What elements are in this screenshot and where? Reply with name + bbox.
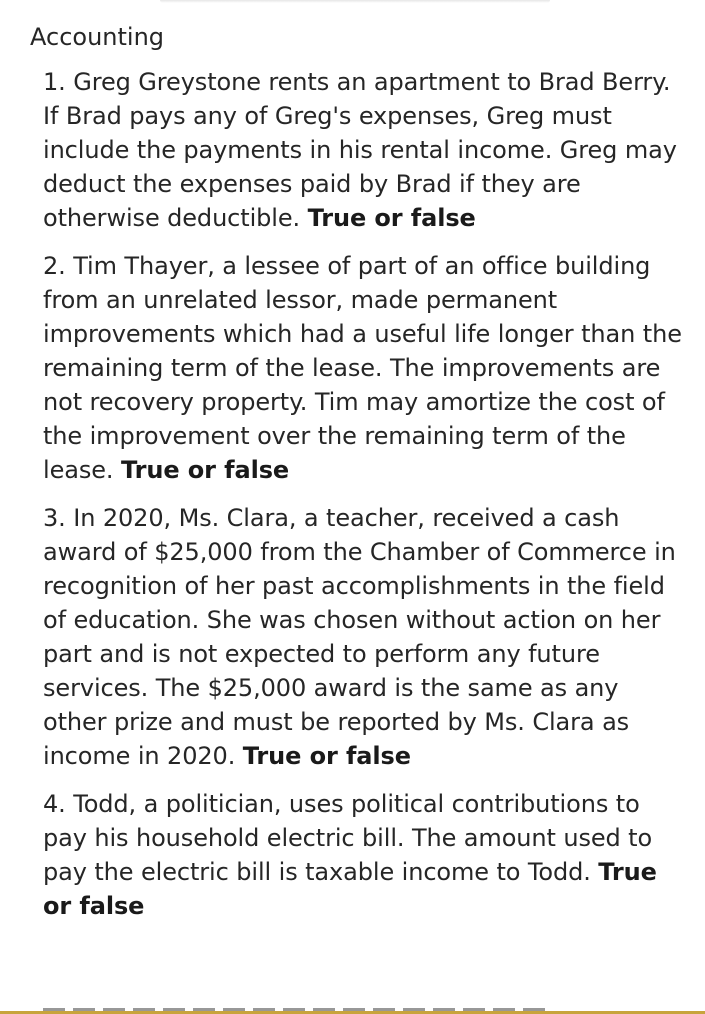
question-text: 1. Greg Greystone rents an apartment to Brad Berry. If Brad pays any of Greg's expenses, Greg must include the payments in his rental income. Greg may deduct the expenses paid by Brad if they are otherwise deductible. xyxy=(43,68,677,232)
question-answer-prompt: True or false xyxy=(307,204,476,232)
top-divider xyxy=(160,0,550,3)
question-text: 4. Todd, a politician, uses political contributions to pay his household electric bill. The amount used to pay the electric bill is taxable income to Todd. xyxy=(43,790,653,886)
question-text: 3. In 2020, Ms. Clara, a teacher, received a cash award of $25,000 from the Chamber of Commerce in recognition of her past accomplishments in the field of education. She was chosen without action on her part and is not expected to perform any future services. The $25,000 award is the same as any other prize and must be reported by Ms. Clara as income in 2020. xyxy=(43,504,676,770)
question-answer-prompt: True or false xyxy=(120,456,290,484)
question-item xyxy=(43,65,683,235)
subject-heading: Accounting xyxy=(30,23,165,51)
question-item xyxy=(43,501,683,773)
question-item xyxy=(43,249,683,487)
question-item xyxy=(43,787,683,923)
question-answer-prompt: True or false xyxy=(43,858,657,920)
question-list xyxy=(43,65,683,937)
question-text: 2. Tim Thayer, a lessee of part of an office building from an unrelated lessor, made permanent improvements which had a useful life longer than the remaining term of the lease. The improvements are not recovery property. Tim may amortize the cost of the improvement over the remaining term of the lease. xyxy=(43,252,682,484)
question-answer-prompt: True or false xyxy=(242,742,411,770)
